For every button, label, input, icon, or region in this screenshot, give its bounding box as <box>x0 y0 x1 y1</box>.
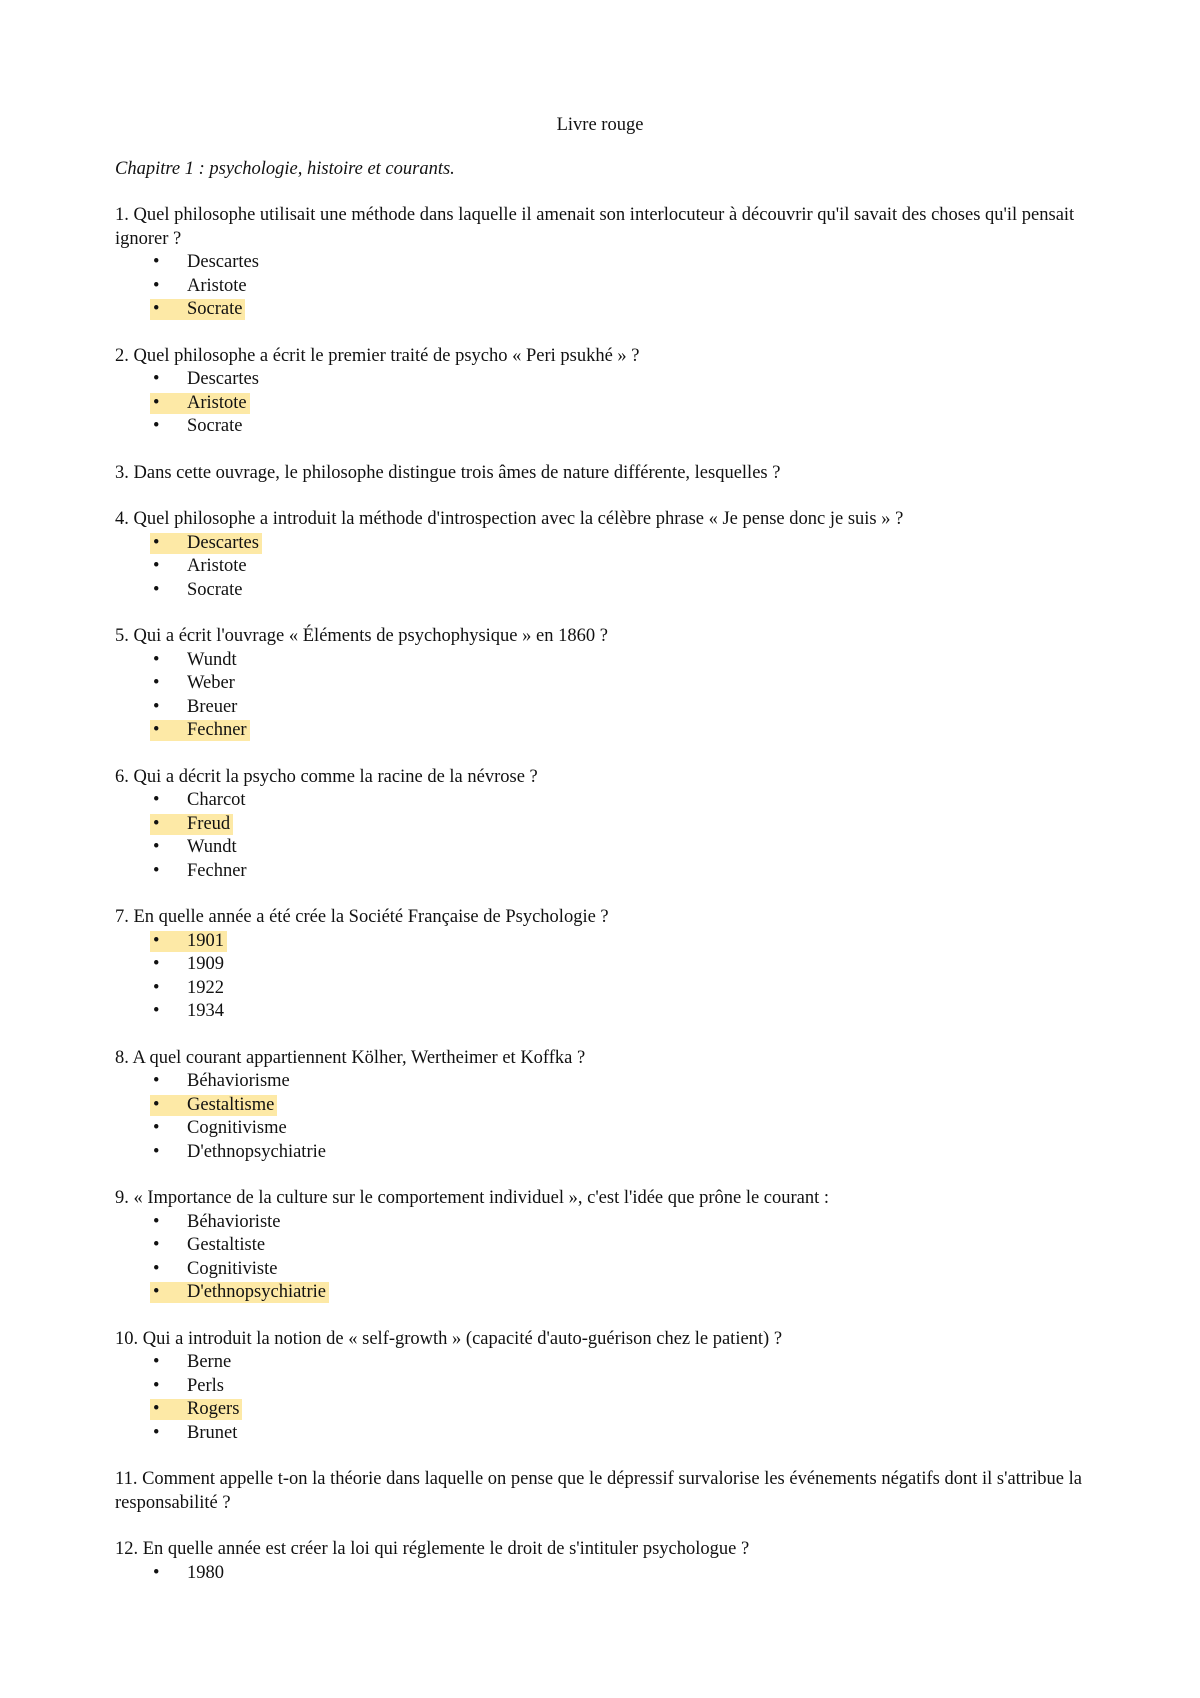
bullet-icon: • <box>153 977 160 998</box>
answer-option-label: Socrate <box>187 299 243 319</box>
chapter-heading: Chapitre 1 : psychologie, histoire et courants. <box>115 158 455 179</box>
answer-option-label: Breuer <box>187 696 238 717</box>
answer-option-label: Wundt <box>187 837 237 857</box>
question-block <box>115 1187 1085 1305</box>
answer-option-label: Descartes <box>187 252 259 272</box>
bullet-icon: • <box>153 252 160 272</box>
question-block <box>115 1538 1085 1585</box>
answer-option-label: Béhaviorisme <box>187 1071 290 1091</box>
answer-option-label: Cognitiviste <box>187 1258 278 1279</box>
answer-option-label: 1922 <box>187 977 224 998</box>
bullet-icon: • <box>153 837 160 857</box>
answer-option-label: Rogers <box>187 1399 240 1419</box>
answer-option-label: Aristote <box>187 556 247 576</box>
question-block <box>115 462 1085 486</box>
bullet-icon: • <box>153 1282 160 1302</box>
answer-option-label: Charcot <box>187 790 246 810</box>
bullet-icon: • <box>153 1118 160 1138</box>
answer-option-label: Wundt <box>187 649 237 670</box>
bullet-icon: • <box>153 1071 160 1091</box>
question-block <box>115 625 1085 743</box>
bullet-icon: • <box>153 275 160 296</box>
question-text: 8. A quel courant appartiennent Kölher, Wertheimer et Koffka ? <box>115 1047 586 1068</box>
answer-options <box>115 649 1085 743</box>
bullet-icon: • <box>153 1141 160 1162</box>
answer-option <box>115 836 1085 860</box>
answer-option-label: Socrate <box>187 579 243 600</box>
bullet-icon: • <box>153 1352 160 1372</box>
bullet-icon: • <box>153 1094 160 1115</box>
question-text: 5. Qui a écrit l'ouvrage « Éléments de psychophysique » en 1860 ? <box>115 626 608 646</box>
answer-option-label: Fechner <box>187 720 247 740</box>
answer-option <box>115 1117 1085 1141</box>
question-text: 6. Qui a décrit la psycho comme la racine de la névrose ? <box>115 766 538 787</box>
bullet-icon: • <box>153 1211 160 1232</box>
answer-option-highlighted <box>115 392 1085 416</box>
bullet-icon: • <box>153 369 160 389</box>
answer-option-label: D'ethnopsychiatrie <box>187 1141 326 1162</box>
question-text: 12. En quelle année est créer la loi qui réglemente le droit de s'intituler psychologue ? <box>115 1539 750 1559</box>
answer-options <box>115 1351 1085 1445</box>
answer-options <box>115 368 1085 439</box>
answer-option <box>115 977 1085 1001</box>
answer-option-label: Aristote <box>187 392 247 413</box>
answer-option-highlighted <box>115 1398 1085 1422</box>
answer-option-highlighted <box>115 532 1085 556</box>
question-text: 4. Quel philosophe a introduit la méthode d'introspection avec la célèbre phrase « Je pense donc je suis » ? <box>115 509 904 529</box>
bullet-icon: • <box>153 930 160 951</box>
answer-option <box>115 1375 1085 1399</box>
bullet-icon: • <box>153 532 160 553</box>
answer-option-label: Descartes <box>187 532 259 553</box>
answer-option-label: Gestaltisme <box>187 1094 275 1115</box>
answer-option-label: Freud <box>187 813 231 834</box>
bullet-icon: • <box>153 1001 160 1021</box>
question-block <box>115 204 1085 322</box>
answer-option <box>115 953 1085 977</box>
question-block <box>115 508 1085 602</box>
question-text: 11. Comment appelle t-on la théorie dans laquelle on pense que le dépressif survalorise les événements négatifs dont il s'attribue la responsabilité ? <box>115 1469 1082 1513</box>
answer-option <box>115 251 1085 275</box>
answer-option-label: 1901 <box>187 930 224 951</box>
question-block <box>115 766 1085 884</box>
answer-option-label: Berne <box>187 1352 232 1372</box>
answer-option <box>115 368 1085 392</box>
answer-option <box>115 1211 1085 1235</box>
answer-option <box>115 415 1085 439</box>
bullet-icon: • <box>153 649 160 670</box>
answer-option <box>115 1000 1085 1024</box>
answer-option-highlighted <box>115 1281 1085 1305</box>
answer-option-label: Béhavioriste <box>187 1211 281 1232</box>
answer-option-highlighted <box>115 298 1085 322</box>
answer-option <box>115 649 1085 673</box>
question-text: 3. Dans cette ouvrage, le philosophe distingue trois âmes de nature différente, lesquelles ? <box>115 462 781 483</box>
bullet-icon: • <box>153 299 160 319</box>
answer-option-label: Weber <box>187 673 235 693</box>
bullet-icon: • <box>153 556 160 576</box>
bullet-icon: • <box>153 696 160 717</box>
answer-options <box>115 930 1085 1024</box>
answer-options <box>115 1211 1085 1305</box>
answer-option-label: 1980 <box>187 1562 224 1583</box>
bullet-icon: • <box>153 1399 160 1419</box>
answer-option-label: Gestaltiste <box>187 1235 266 1255</box>
answer-option-label: 1909 <box>187 954 224 974</box>
answer-option <box>115 275 1085 299</box>
document-page <box>115 108 1085 1608</box>
question-block <box>115 906 1085 1024</box>
answer-options <box>115 1562 1085 1586</box>
answer-option <box>115 555 1085 579</box>
answer-option <box>115 1234 1085 1258</box>
answer-option-highlighted <box>115 719 1085 743</box>
answer-option <box>115 1070 1085 1094</box>
bullet-icon: • <box>153 1375 160 1396</box>
answer-option <box>115 789 1085 813</box>
question-block <box>115 1468 1085 1515</box>
bullet-icon: • <box>153 954 160 974</box>
answer-options <box>115 1070 1085 1164</box>
question-text: 7. En quelle année a été crée la Société Française de Psychologie ? <box>115 907 609 927</box>
answer-option-label: Aristote <box>187 275 247 296</box>
answer-option <box>115 1422 1085 1446</box>
answer-options <box>115 532 1085 603</box>
answer-option-label: Perls <box>187 1375 224 1396</box>
bullet-icon: • <box>153 1422 160 1443</box>
answer-option <box>115 579 1085 603</box>
answer-option-label: Socrate <box>187 416 243 436</box>
answer-option-label: 1934 <box>187 1001 224 1021</box>
question-block <box>115 1328 1085 1446</box>
bullet-icon: • <box>153 790 160 810</box>
answer-option <box>115 1562 1085 1586</box>
bullet-icon: • <box>153 1235 160 1255</box>
question-text: 10. Qui a introduit la notion de « self-growth » (capacité d'auto-guérison chez le patient) ? <box>115 1328 783 1349</box>
answer-option-highlighted <box>115 1094 1085 1118</box>
bullet-icon: • <box>153 673 160 693</box>
question-text: 9. « Importance de la culture sur le comportement individuel », c'est l'idée que prône le courant : <box>115 1188 830 1208</box>
question-text: 2. Quel philosophe a écrit le premier traité de psycho « Peri psukhé » ? <box>115 345 640 366</box>
document-title: Livre rouge <box>556 115 644 135</box>
answer-option <box>115 1258 1085 1282</box>
answer-option-highlighted <box>115 930 1085 954</box>
question-text: 1. Quel philosophe utilisait une méthode dans laquelle il amenait son interlocuteur à découvrir qu'il savait des choses qu'il pensait ignorer ? <box>115 205 1075 249</box>
bullet-icon: • <box>153 1258 160 1279</box>
bullet-icon: • <box>153 416 160 436</box>
answer-option-label: Descartes <box>187 369 259 389</box>
answer-option-label: D'ethnopsychiatrie <box>187 1282 326 1302</box>
question-block <box>115 345 1085 439</box>
answer-option-label: Cognitivisme <box>187 1118 287 1138</box>
answer-option <box>115 672 1085 696</box>
question-block <box>115 1047 1085 1165</box>
answer-option <box>115 696 1085 720</box>
bullet-icon: • <box>153 813 160 834</box>
bullet-icon: • <box>153 1562 160 1583</box>
bullet-icon: • <box>153 720 160 740</box>
bullet-icon: • <box>153 392 160 413</box>
answer-options <box>115 789 1085 883</box>
answer-option <box>115 1141 1085 1165</box>
answer-option <box>115 1351 1085 1375</box>
answer-option-highlighted <box>115 813 1085 837</box>
answer-option-label: Brunet <box>187 1422 238 1443</box>
answer-option <box>115 860 1085 884</box>
bullet-icon: • <box>153 579 160 600</box>
answer-option-label: Fechner <box>187 860 247 881</box>
bullet-icon: • <box>153 860 160 881</box>
question-list <box>115 204 1085 1585</box>
answer-options <box>115 251 1085 322</box>
